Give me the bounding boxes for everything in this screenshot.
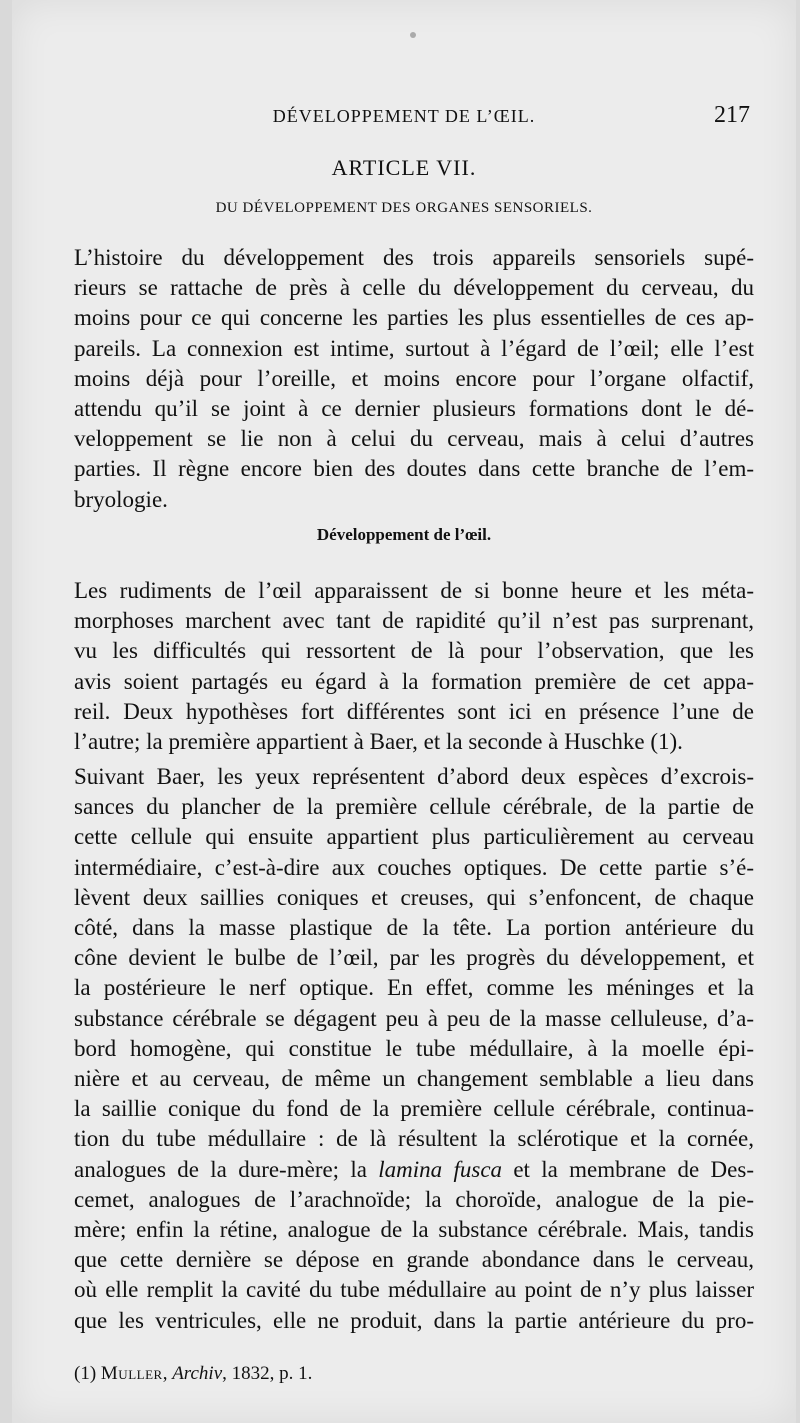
text-line: l’autre; la première appartient à Baer, et la seconde à Huschke (1). xyxy=(74,729,683,755)
text-line: cône devient le bulbe de l’œil, par les progrès du développement, et xyxy=(74,945,754,971)
text-line: reil. Deux hypothèses fort différentes sont ici en présence l’une de xyxy=(74,698,754,724)
text-line: attendu qu’il se joint à ce dernier plusieurs formations dont le dé- xyxy=(74,396,754,422)
paper-blemish xyxy=(410,32,416,38)
text-line: nière et au cerveau, de même un changement semblable a lieu dans xyxy=(74,1066,754,1092)
text-line: vu les difficultés qui ressortent de là pour l’observation, que les xyxy=(74,638,754,664)
text-line: intermédiaire, c’est-à-dire aux couches optiques. De cette partie s’é- xyxy=(74,854,754,880)
footnote-author: Muller xyxy=(100,1363,163,1384)
text-line: moins pour ce qui concerne les parties les plus essentielles de ces ap- xyxy=(74,305,754,331)
text-line: la saillie conique du fond de la première cellule cérébrale, continua- xyxy=(74,1096,754,1122)
text-line: Suivant Baer, les yeux représentent d’abord deux espèces d’excrois- xyxy=(74,764,754,789)
article-subtitle: DU DÉVELOPPEMENT DES ORGANES SENSORIELS. xyxy=(215,200,593,216)
page-number: 217 xyxy=(714,102,750,128)
text-line: lèvent deux saillies coniques et creuses, qui s’enfoncent, de chaque xyxy=(74,884,754,910)
text-line: que les ventricules, elle ne produit, dans la partie antérieure du pro- xyxy=(74,1307,754,1333)
article-title: ARTICLE VII. xyxy=(331,155,477,180)
text-line: analogues de la dure-mère; la lamina fusca et la membrane de Des- xyxy=(74,1156,754,1182)
text-line: côté, dans la masse plastique de la tête. La portion antérieure du xyxy=(74,915,754,941)
text-line: rieurs se rattache de près à celle du développement du cerveau, du xyxy=(74,275,754,301)
footnote-details: , 1832, p. 1. xyxy=(222,1363,313,1384)
text-line: pareils. La connexion est intime, surtout à l’égard de l’œil; elle l’est xyxy=(74,335,754,361)
text-line: cemet, analogues de l’arachnoïde; la choroïde, analogue de la pie- xyxy=(74,1186,754,1212)
text-line: veloppement se lie non à celui du cerveau, mais à celui d’autres xyxy=(74,426,754,452)
text-line: bryologie. xyxy=(74,486,168,512)
paragraph-2 xyxy=(74,576,754,757)
section-heading: Développement de l’œil. xyxy=(316,525,492,544)
text-line: sances du plancher de la première cellule cérébrale, de la partie de xyxy=(74,794,754,820)
paragraph-3 xyxy=(74,762,754,1336)
text-line: où elle remplit la cavité du tube médullaire au point de n’y plus laisser xyxy=(74,1277,754,1303)
text-line: bord homogène, qui constitue le tube médullaire, à la moelle épi- xyxy=(74,1035,754,1061)
text-line: morphoses marchent avec tant de rapidité qu’il n’est pas surprenant, xyxy=(74,608,754,634)
text-line: tion du tube médullaire : de là résultent la sclérotique et la cornée, xyxy=(74,1126,754,1152)
text-line: la postérieure le nerf optique. En effet, comme les méninges et la xyxy=(74,975,754,1001)
text-line: parties. Il règne encore bien des doutes dans cette branche de l’em- xyxy=(74,456,754,482)
running-header xyxy=(12,100,796,140)
text-line: moins déjà pour l’oreille, et moins encore pour l’organe olfactif, xyxy=(74,365,754,391)
text-line: avis soient partagés eu égard à la formation première de cet appa- xyxy=(74,668,754,694)
text-line: Les rudiments de l’œil apparaissent de si bonne heure et les méta- xyxy=(74,578,754,603)
book-page xyxy=(12,0,796,1423)
text-line: que cette dernière se dépose en grande abondance dans le cerveau, xyxy=(74,1247,754,1273)
text-line: mère; enfin la rétine, analogue de la substance cérébrale. Mais, tandis xyxy=(74,1217,754,1243)
text-line: L’histoire du développement des trois appareils sensoriels supé- xyxy=(74,245,754,270)
text-line: substance cérébrale se dégagent peu à peu de la masse celluleuse, d’a- xyxy=(74,1005,754,1031)
footnote-journal: Archiv xyxy=(172,1363,223,1384)
running-title: DÉVELOPPEMENT DE L’ŒIL. xyxy=(272,106,536,126)
footnote-marker: (1) xyxy=(74,1363,97,1384)
text-line: cette cellule qui ensuite appartient plus particulièrement au cerveau xyxy=(74,824,754,850)
intro-paragraph xyxy=(74,243,754,515)
footnote: (1) Muller, Archiv, 1832, p. 1. xyxy=(74,1363,313,1384)
